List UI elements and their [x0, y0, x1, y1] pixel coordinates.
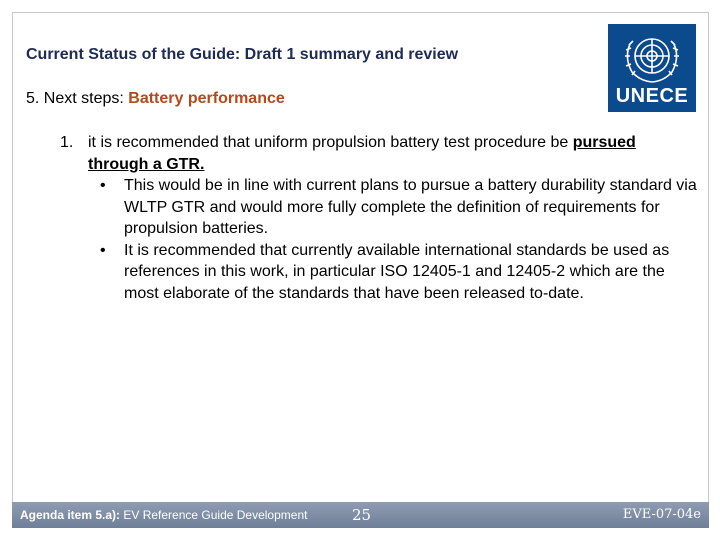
- sub-bullet-text: It is recommended that currently available international standards be used as references in this work, in particular ISO 12405-1 and 12405-2 which are the most elaborate of the standards that have been released to-date.: [124, 241, 670, 302]
- slide-title: Current Status of the Guide: Draft 1 summary and review: [26, 46, 459, 63]
- list-item-emphasis: pursued through a GTR.: [88, 134, 636, 173]
- section-heading-prefix: 5. Next steps:: [26, 90, 129, 107]
- footer-agenda-label: EV Reference Guide Development: [123, 508, 308, 522]
- bullet-icon: •: [100, 177, 106, 194]
- bullet-icon: •: [100, 241, 106, 259]
- document-code: EVE-07-04e: [622, 507, 701, 522]
- list-item-text: it is recommended that uniform propulsion battery test procedure be: [88, 134, 573, 151]
- unece-logo: [608, 24, 696, 112]
- sub-bullet-item: [60, 240, 700, 305]
- sub-bullet-text: This would be in line with current plans to pursue a battery durability standard via WLTP GTR and would more fully complete the definition of requirements for propulsion batteries.: [124, 177, 697, 237]
- section-heading: [26, 90, 285, 108]
- footer-bar: [12, 502, 709, 528]
- list-item: [88, 132, 700, 175]
- sub-bullet-list: [60, 175, 700, 304]
- un-emblem-icon: [608, 26, 696, 90]
- section-heading-accent: Battery performance: [128, 90, 285, 107]
- page-number: 25: [352, 506, 372, 524]
- body-content: [60, 132, 700, 304]
- sub-bullet-item: [60, 175, 700, 240]
- logo-wordmark: UNECE: [615, 85, 689, 107]
- footer-agenda-lead: Agenda item 5.a):: [20, 508, 124, 522]
- footer-agenda: [20, 508, 307, 522]
- list-item-number: 1.: [60, 134, 74, 151]
